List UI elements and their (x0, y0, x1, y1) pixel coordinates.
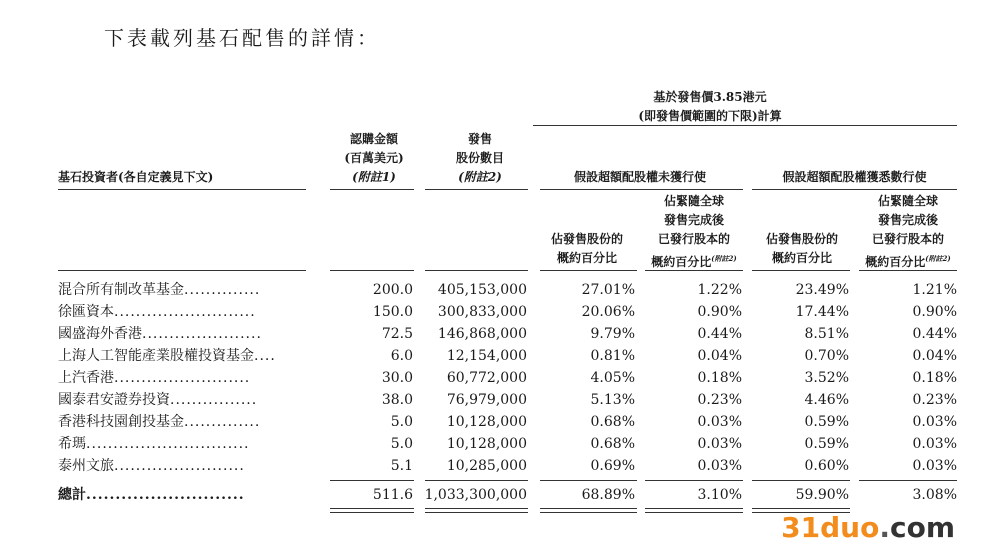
a-issued-header-line1: 佔緊隨全球 (663, 194, 724, 208)
leader-dots: ...................... (142, 326, 262, 342)
b-offer-cell: 0.60% (804, 458, 849, 474)
investor-name (58, 411, 306, 433)
total-label-text: 總計 (58, 487, 86, 503)
shares-header-line2: 股份數目 (455, 151, 504, 165)
b-issued-header-line4 (856, 249, 960, 272)
a-offer-cell: 20.06% (581, 304, 635, 320)
table-row (0, 279, 1001, 301)
total-double-rule-shares-1 (425, 508, 528, 509)
a-offer-cell: 0.81% (590, 348, 635, 364)
a-issued-cell: 0.23% (697, 392, 742, 408)
intro-text: 下表載列基石配售的詳情： (104, 26, 380, 50)
total-a-issued-cell: 3.10% (697, 487, 742, 503)
b-offer-cell: 3.52% (804, 370, 849, 386)
header-rule-scenario-a (540, 189, 743, 190)
b-issued-cell: 0.03% (912, 436, 957, 452)
total-rule-a-offer (540, 480, 637, 481)
a-issued-header-line3: 已發行股本的 (657, 232, 730, 246)
b-offer-cell: 8.51% (804, 326, 849, 342)
a-issued-cell: 0.03% (697, 414, 742, 430)
total-a-offer-cell: 68.89% (581, 487, 635, 503)
subheader-rule-a-offer (540, 270, 637, 271)
investor-name-text: 香港科技園創投基金 (58, 414, 184, 430)
table-row (0, 345, 1001, 367)
leader-dots: .............................. (86, 436, 250, 452)
a-issued-cell: 0.04% (697, 348, 742, 364)
leader-dots: .... (254, 348, 276, 364)
amount-cell: 5.0 (390, 414, 413, 430)
investor-name (58, 301, 306, 323)
amount-cell: 72.5 (381, 326, 413, 342)
a-offer-cell: 0.69% (590, 458, 635, 474)
a-offer-cell: 27.01% (581, 282, 635, 298)
total-row (0, 484, 1001, 506)
b-issued-cell: 1.21% (912, 282, 957, 298)
a-issued-cell: 0.18% (697, 370, 742, 386)
a-offer-header (537, 230, 637, 268)
shares-cell: 10,128,000 (446, 436, 527, 452)
shares-cell: 146,868,000 (437, 326, 527, 342)
amount-cell: 6.0 (390, 348, 413, 364)
table-row (0, 323, 1001, 345)
a-issued-cell: 1.22% (697, 282, 742, 298)
investor-name (58, 323, 306, 345)
b-offer-cell: 17.44% (795, 304, 849, 320)
header-rule-investor (58, 189, 306, 190)
shares-header-line1: 發售 (467, 132, 492, 146)
total-rule-amount (330, 480, 414, 481)
watermark-dot: . (879, 511, 890, 544)
watermark-main: 31duo (781, 511, 880, 544)
b-issued-cell: 0.23% (912, 392, 957, 408)
shares-header-note: (附註2) (458, 170, 502, 184)
b-issued-cell: 0.44% (912, 326, 957, 342)
a-issued-cell: 0.44% (697, 326, 742, 342)
a-issued-cell: 0.03% (697, 436, 742, 452)
leader-dots: ........................... (86, 487, 245, 503)
subheader-rule-shares (425, 270, 528, 271)
a-issued-header-text: 概約百分比 (651, 255, 712, 269)
amount-cell: 5.0 (390, 436, 413, 452)
total-double-rule-b-offer-1 (752, 508, 850, 509)
b-issued-header-text: 概約百分比 (865, 255, 926, 269)
leader-dots: ......................... (114, 370, 251, 386)
b-offer-cell: 4.46% (804, 392, 849, 408)
a-offer-cell: 5.13% (590, 392, 635, 408)
b-issued-header-line1: 佔緊隨全球 (877, 194, 938, 208)
amount-header-line1: 認購金額 (349, 132, 398, 146)
amount-header (330, 130, 418, 187)
scenario-a-header: 假設超額配股權未獲行使 (573, 170, 706, 184)
investor-name-text: 希瑪 (58, 436, 86, 452)
b-offer-cell: 0.70% (804, 348, 849, 364)
a-offer-cell: 0.68% (590, 414, 635, 430)
price-line-2: (即發售價範圍的下限)計算 (638, 109, 782, 123)
header-rule-scenario-b (752, 189, 957, 190)
b-issued-cell: 0.18% (912, 370, 957, 386)
b-issued-cell: 0.90% (912, 304, 957, 320)
total-amount-cell: 511.6 (372, 487, 413, 503)
header-rule-shares (425, 189, 528, 190)
b-offer-cell: 0.59% (804, 414, 849, 430)
b-issued-cell: 0.03% (912, 414, 957, 430)
a-offer-header-line2: 概約百分比 (556, 251, 617, 265)
investor-name (58, 389, 306, 411)
amount-header-line2: (百萬美元) (344, 151, 404, 165)
amount-cell: 5.1 (390, 458, 413, 474)
shares-cell: 10,285,000 (446, 458, 527, 474)
leader-dots: ........................ (114, 458, 245, 474)
amount-cell: 30.0 (381, 370, 413, 386)
shares-cell: 10,128,000 (446, 414, 527, 430)
investor-name (58, 345, 306, 367)
b-issued-header-line2: 發售完成後 (877, 213, 938, 227)
total-double-rule-a-offer-2 (540, 512, 637, 513)
shares-cell: 76,979,000 (446, 392, 527, 408)
b-offer-cell: 0.59% (804, 436, 849, 452)
a-offer-cell: 0.68% (590, 436, 635, 452)
total-shares-cell: 1,033,300,000 (424, 487, 527, 503)
investor-name-text: 上海人工智能產業股權投資基金 (58, 348, 254, 364)
investor-header: 基石投資者(各自定義見下文) (58, 170, 214, 184)
total-double-rule-shares-2 (425, 512, 528, 513)
total-double-rule-a-issued-1 (645, 508, 743, 509)
scenario-b-header: 假設超額配股權獲悉數行使 (782, 170, 927, 184)
price-basis-header (560, 88, 860, 126)
b-issued-cell: 0.03% (912, 458, 957, 474)
watermark-logo (781, 511, 955, 544)
investor-name (58, 455, 306, 477)
subheader-rule-a-issued (645, 270, 743, 271)
subheader-rule-amount (330, 270, 414, 271)
amount-cell: 200.0 (372, 282, 413, 298)
header-rule-price (533, 125, 957, 126)
total-rule-a-issued (645, 480, 743, 481)
amount-cell: 150.0 (372, 304, 413, 320)
a-issued-note: (附註2) (711, 254, 737, 263)
shares-cell: 12,154,000 (446, 348, 527, 364)
table-row (0, 367, 1001, 389)
total-b-offer-cell: 59.90% (795, 487, 849, 503)
shares-header (430, 130, 530, 187)
shares-cell: 405,153,000 (437, 282, 527, 298)
leader-dots: .............. (184, 414, 261, 430)
watermark-suffix: com (889, 511, 955, 544)
total-rule-shares (425, 480, 528, 481)
b-issued-cell: 0.04% (912, 348, 957, 364)
b-offer-header-line2: 概約百分比 (771, 251, 832, 265)
amount-cell: 38.0 (381, 392, 413, 408)
investor-name-text: 上汽香港 (58, 370, 114, 386)
shares-cell: 300,833,000 (437, 304, 527, 320)
total-rule-b-offer (752, 480, 850, 481)
total-double-rule-amount-2 (330, 512, 414, 513)
a-issued-header (642, 192, 746, 272)
table-row (0, 455, 1001, 477)
a-offer-cell: 4.05% (590, 370, 635, 386)
leader-dots: ................ (170, 392, 258, 408)
table-row (0, 301, 1001, 323)
b-offer-header-line1: 佔發售股份的 (765, 232, 838, 246)
a-issued-header-line2: 發售完成後 (663, 213, 724, 227)
total-double-rule-amount-1 (330, 508, 414, 509)
investor-name-text: 徐匯資本 (58, 304, 114, 320)
table-row (0, 389, 1001, 411)
subheader-rule-investor (58, 270, 306, 271)
a-offer-header-line1: 佔發售股份的 (550, 232, 623, 246)
price-line-1: 基於發售價3.85港元 (653, 90, 767, 104)
table-row (0, 411, 1001, 433)
investor-name (58, 279, 306, 301)
a-offer-cell: 9.79% (590, 326, 635, 342)
investor-name-text: 混合所有制改革基金 (58, 282, 184, 298)
investor-name-text: 國盛海外香港 (58, 326, 142, 342)
leader-dots: .............. (184, 282, 261, 298)
investor-name (58, 433, 306, 455)
investor-name-text: 泰州文旅 (58, 458, 114, 474)
shares-cell: 60,772,000 (446, 370, 527, 386)
total-double-rule-a-issued-2 (645, 512, 743, 513)
a-issued-cell: 0.90% (697, 304, 742, 320)
total-label (58, 484, 306, 506)
b-issued-header-line3: 已發行股本的 (871, 232, 944, 246)
subheader-rule-b-offer (752, 270, 850, 271)
total-rule-b-issued (859, 480, 957, 481)
a-issued-cell: 0.03% (697, 458, 742, 474)
subheader-rule-b-issued (859, 270, 957, 271)
b-issued-note: (附註2) (925, 254, 951, 263)
amount-header-note: (附註1) (352, 170, 396, 184)
table-row (0, 433, 1001, 455)
b-issued-header (856, 192, 960, 272)
total-b-issued-cell: 3.08% (912, 487, 957, 503)
b-offer-header (752, 230, 852, 268)
a-issued-header-line4 (642, 249, 746, 272)
investor-name (58, 367, 306, 389)
leader-dots: .......................... (114, 304, 256, 320)
investor-name-text: 國泰君安證券投資 (58, 392, 170, 408)
b-offer-cell: 23.49% (795, 282, 849, 298)
header-rule-amount (330, 189, 414, 190)
total-double-rule-a-offer-1 (540, 508, 637, 509)
